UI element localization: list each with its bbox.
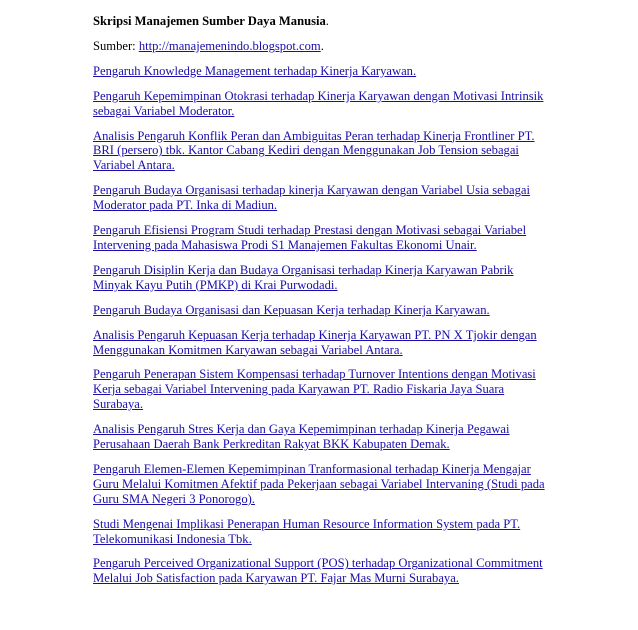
article-link[interactable]: Analisis Pengaruh Konflik Peran dan Ambiguitas Peran terhadap Kinerja Frontliner PT. BRI (persero) tbk. Kantor Cabang Kediri dengan Menggunakan Job Tension sebagai Variabel Antara. [93, 128, 535, 173]
article-item [93, 263, 553, 293]
article-link[interactable]: Pengaruh Budaya Organisasi dan Kepuasan Kerja terhadap Kinerja Karyawan. [93, 302, 490, 317]
article-item [93, 367, 553, 412]
source-label: Sumber: [93, 38, 139, 53]
document-title: Skripsi Manajemen Sumber Daya Manusia [93, 14, 326, 28]
article-item [93, 129, 553, 174]
article-item [93, 328, 553, 358]
article-link[interactable]: Pengaruh Efisiensi Program Studi terhadap Prestasi dengan Motivasi sebagai Variabel Intervening pada Mahasiswa Prodi S1 Manajemen Fakultas Ekonomi Unair. [93, 223, 527, 252]
article-item [93, 183, 553, 213]
article-link[interactable]: Pengaruh Kepemimpinan Otokrasi terhadap Kinerja Karyawan dengan Motivasi Intrinsik sebagai Variabel Moderator. [93, 88, 544, 118]
source-link[interactable]: http://manajemenindo.blogspot.com [138, 38, 321, 53]
article-link[interactable]: Pengaruh Penerapan Sistem Kompensasi terhadap Turnover Intentions dengan Motivasi Kerja sebagai Variabel Intervening pada Karyawan PT. Radio Fiskaria Jaya Suara Surabaya. [93, 367, 536, 412]
article-link[interactable]: Pengaruh Knowledge Management terhadap Kinerja Karyawan. [93, 63, 417, 78]
article-item [93, 303, 553, 318]
article-item [93, 89, 553, 119]
article-link[interactable]: Studi Mengenai Implikasi Penerapan Human Resource Information System pada PT. Telekomunikasi Indonesia Tbk. [93, 516, 521, 546]
document-title-suffix: . [325, 14, 329, 28]
article-item [93, 517, 553, 547]
article-item [93, 422, 553, 452]
source-suffix: . [320, 38, 324, 53]
article-item [93, 556, 553, 586]
article-link[interactable]: Pengaruh Disiplin Kerja dan Budaya Organisasi terhadap Kinerja Karyawan Pabrik Minyak Kayu Putih (PMKP) di Krai Purwodadi. [93, 262, 514, 292]
article-link[interactable]: Pengaruh Elemen-Elemen Kepemimpinan Tranformasional terhadap Kinerja Mengajar Guru Melalui Komitmen Afektif pada Pekerjaan sebagai Variabel Intervaning (Studi pada Guru SMA Negeri 3 Ponorogo). [93, 461, 545, 506]
document-heading [93, 14, 553, 29]
source-line [93, 39, 553, 54]
article-link[interactable]: Analisis Pengaruh Kepuasan Kerja terhadap Kinerja Karyawan PT. PN X Tjokir dengan Menggunakan Komitmen Karyawan sebagai Variabel Antara. [93, 327, 537, 357]
article-link[interactable]: Analisis Pengaruh Stres Kerja dan Gaya Kepemimpinan terhadap Kinerja Pegawai Perusahaan Daerah Bank Perkreditan Rakyat BKK Kabupaten Demak. [93, 422, 510, 452]
article-item [93, 223, 553, 253]
document-body [93, 14, 553, 596]
article-link[interactable]: Pengaruh Perceived Organizational Support (POS) terhadap Organizational Commitment Melalui Job Satisfaction pada Karyawan PT. Fajar Mas Murni Surabaya. [93, 556, 543, 586]
article-item [93, 64, 553, 79]
article-item [93, 462, 553, 507]
article-link[interactable]: Pengaruh Budaya Organisasi terhadap kinerja Karyawan dengan Variabel Usia sebagai Moderator pada PT. Inka di Madiun. [93, 183, 531, 213]
